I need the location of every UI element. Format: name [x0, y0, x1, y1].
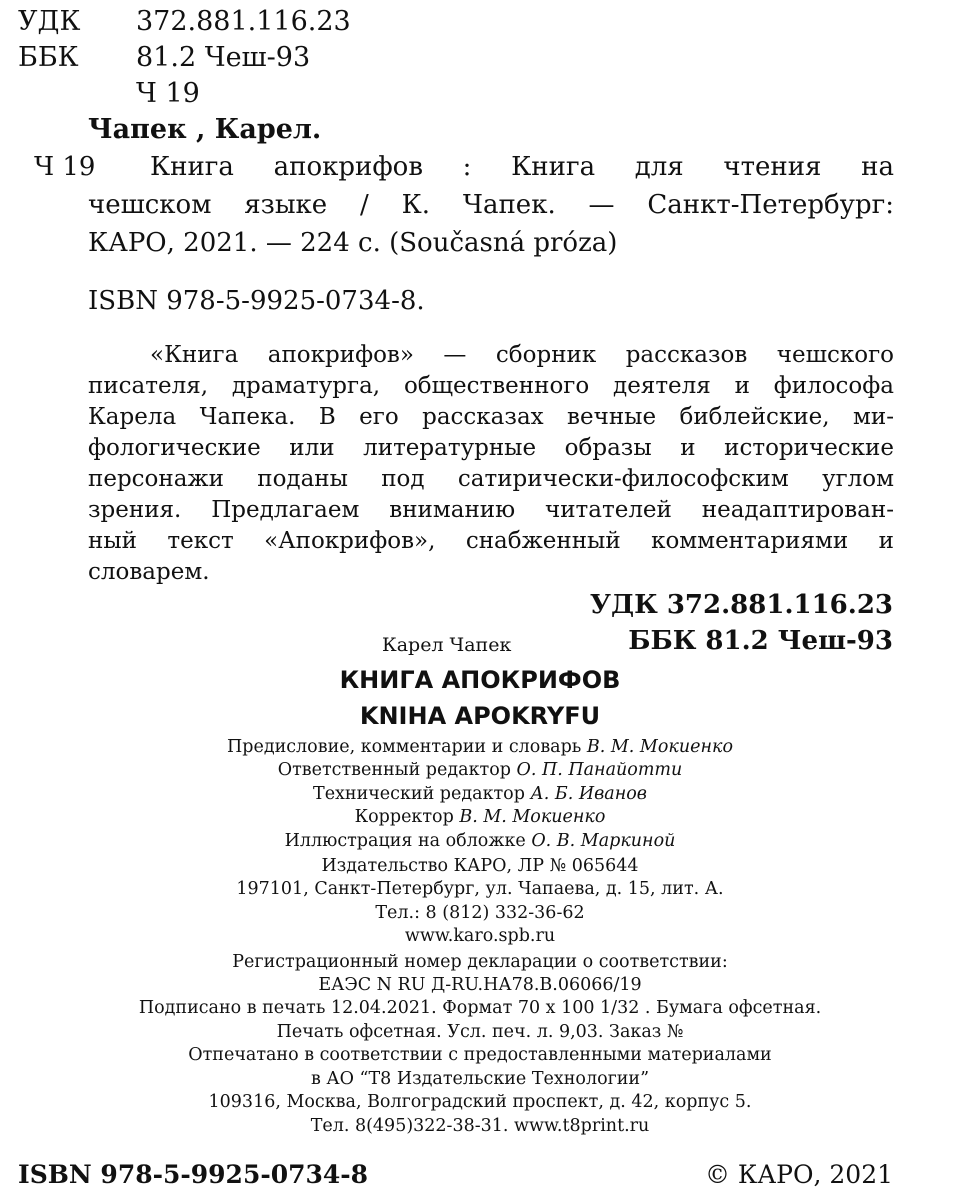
registration-line: Регистрационный номер декларации о соответствии:	[232, 951, 728, 972]
publisher: Издательство КАРО, ЛР № 065644	[321, 856, 639, 877]
description-line: зрения. Предлагаем вниманию читателей неадаптирован-	[88, 497, 894, 523]
udk-bold: УДК 372.881.116.23	[589, 590, 893, 620]
title-czech: KNIHA APOKRYFU	[359, 702, 601, 730]
bbk-label: ББК	[18, 42, 79, 73]
credit-line: Предисловие, комментарии и словарь В. М. Мокиенко	[227, 737, 733, 757]
author-heading: Чапек , Карел.	[88, 114, 322, 145]
printer-info: Отпечатано в соответствии с предоставленными материалами	[188, 1045, 772, 1066]
udk-label: УДК	[18, 6, 81, 37]
description-line: писателя, драматурга, общественного деятеля и философа	[88, 373, 894, 399]
publisher-address: 197101, Санкт-Петербург, ул. Чапаева, д. 15, лит. А.	[236, 879, 724, 900]
entry-line-3: КАРО, 2021. — 224 с. (Současná próza)	[88, 228, 618, 258]
description-line: «Книга апокрифов» — сборник рассказов чешского	[150, 342, 894, 368]
entry-isbn: ISBN 978-5-9925-0734-8.	[88, 286, 425, 316]
imprint-block	[100, 736, 860, 1138]
title-russian: КНИГА АПОКРИФОВ	[339, 666, 621, 694]
author-mark-top: Ч 19	[136, 78, 200, 109]
printer-info: в АО “Т8 Издательские Технологии”	[310, 1068, 650, 1089]
print-info: Подписано в печать 12.04.2021. Формат 70 х 100 1/32 . Бумага офсетная.	[138, 998, 822, 1019]
entry-line-2: чешском языке / К. Чапек. — Санкт-Петербург:	[88, 190, 894, 220]
udk-value: 372.881.116.23	[136, 6, 351, 37]
credit-line: Корректор В. М. Мокиенко	[354, 807, 606, 828]
imprint-author: Карел Чапек	[382, 634, 512, 656]
footer-copyright: © КАРО, 2021	[704, 1160, 893, 1189]
printer-phone: Тел. 8(495)322-38-31. www.t8print.ru	[310, 1115, 650, 1136]
credit-line: Технический редактор А. Б. Иванов	[313, 783, 647, 804]
bbk-bold: ББК 81.2 Чеш-93	[628, 626, 893, 656]
description-line: фологические или литературные образы и исторические	[88, 435, 894, 461]
print-info: Печать офсетная. Усл. печ. л. 9,03. Заказ №	[276, 1021, 684, 1042]
description-line: персонажи поданы под сатирически-философским углом	[88, 466, 894, 492]
registration-number: ЕАЭС N RU Д-RU.НА78.В.06066/19	[318, 975, 642, 996]
description-line: Карела Чапека. В его рассказах вечные библейские, ми-	[88, 404, 894, 430]
entry-line-1: Книга апокрифов : Книга для чтения на	[150, 152, 894, 182]
description-paragraph	[88, 340, 894, 588]
credit-line: Иллюстрация на обложке О. В. Маркиной	[284, 830, 676, 851]
author-mark: Ч 19	[34, 152, 96, 182]
description-line: словарем.	[88, 559, 210, 585]
credit-line: Ответственный редактор О. П. Панайотти	[277, 760, 683, 781]
footer-isbn: ISBN 978-5-9925-0734-8	[18, 1160, 369, 1189]
description-line: ный текст «Апокрифов», снабженный комментариями и	[88, 528, 894, 554]
publisher-website: www.karo.spb.ru	[404, 926, 556, 947]
printer-address: 109316, Москва, Волгоградский проспект, д. 42, корпус 5.	[208, 1092, 752, 1113]
bbk-value: 81.2 Чеш-93	[136, 42, 311, 73]
publisher-phone: Тел.: 8 (812) 332-36-62	[375, 902, 585, 923]
